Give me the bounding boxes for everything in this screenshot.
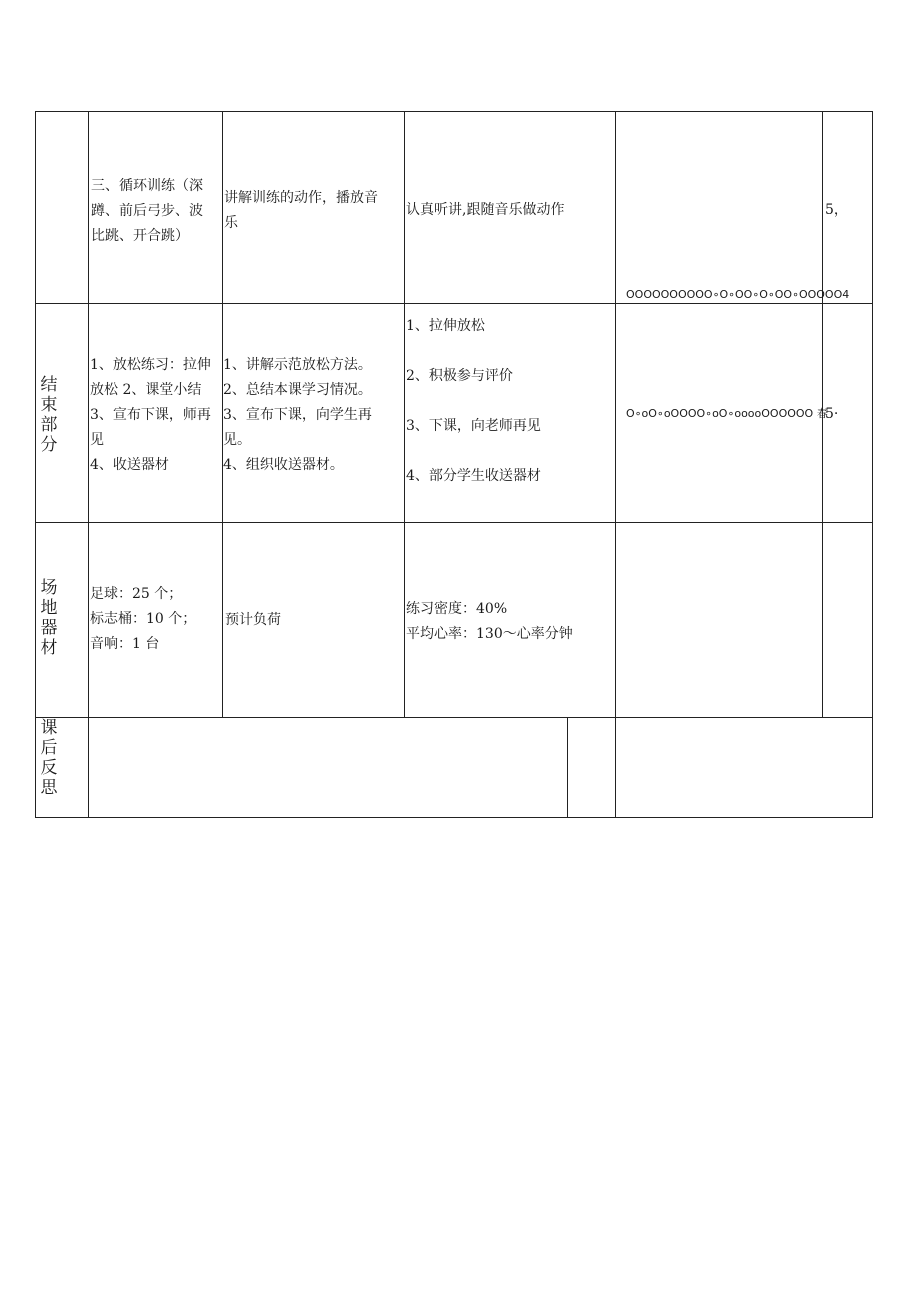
section-label-char: 思: [40, 778, 58, 798]
reflection-section-label-text: [39, 718, 59, 798]
rule-row3-bottom: [35, 717, 873, 718]
rule-left: [35, 111, 36, 818]
rule-row1-bottom: [35, 303, 873, 304]
rule-row2-bottom: [35, 522, 873, 523]
training-teacher-activity: 讲解训练的动作，播放音 乐: [224, 190, 378, 231]
venue-section-label-text: [39, 578, 59, 658]
end-teacher-activity: 1、讲解示范放松方法。 2、总结本课学习情况。 3、宣布下课，向学生再 见。 4、组织收送器材。: [223, 357, 372, 473]
section-label-char: 后: [40, 738, 58, 758]
load-values: 练习密度：40% 平均心率：130～心率分钟: [406, 601, 573, 642]
section-label-char: 地: [40, 598, 58, 618]
section-label-char: 分: [40, 435, 58, 455]
reflection-section-label: [39, 718, 59, 798]
training-time: 5，: [825, 202, 848, 218]
venue-section-label: [39, 578, 59, 658]
end-section-label-text: [39, 375, 59, 455]
rule-bottom: [35, 817, 873, 818]
rule-top: [35, 111, 873, 112]
end-student-activity: 1、拉伸放松 2、积极参与评价 3、下课，向老师再见 4、部分学生收送器材: [406, 318, 541, 484]
end-formation: O∘oO∘oOOOO∘oO∘ooooOOOOOO 春: [626, 407, 828, 420]
end-content: 1、放松练习：拉伸 放松 2、课堂小结 3、宣布下课，师再 见 4、收送器材: [90, 357, 211, 473]
section-label-char: 场: [40, 578, 58, 598]
rule-right: [872, 111, 873, 818]
section-label-char: 课: [40, 718, 58, 738]
rule-reflect-split: [567, 717, 568, 818]
training-content: 三、循环训练（深 蹲、前后弓步、波 比跳、开合跳）: [91, 178, 203, 244]
training-formation: OOOOOOOOOO∘O∘OO∘O∘OO∘OOOOO4: [626, 288, 850, 301]
section-label-char: 部: [40, 415, 58, 435]
rule-label-col: [88, 111, 89, 818]
training-student-activity: 认真听讲,跟随音乐做动作: [406, 202, 565, 218]
end-time: 5·: [825, 406, 839, 422]
section-label-char: 材: [40, 638, 58, 658]
rule-student-col: [615, 111, 616, 818]
section-label-char: 结: [40, 375, 58, 395]
section-label-char: 器: [40, 618, 58, 638]
section-label-char: 束: [40, 395, 58, 415]
end-section-label: [39, 375, 59, 455]
rule-teacher-col: [404, 111, 405, 718]
expected-load-label: 预计负荷: [225, 612, 281, 628]
venue-equipment-list: 足球：25 个； 标志桶：10 个； 音响：1 台: [90, 586, 197, 652]
section-label-char: 反: [40, 758, 58, 778]
